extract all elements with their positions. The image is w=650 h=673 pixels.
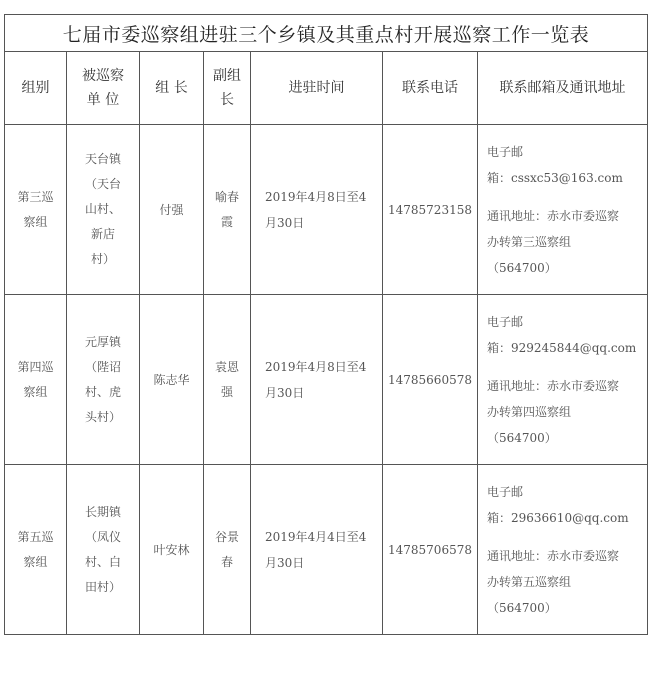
time-cell (251, 125, 383, 295)
time-line: 月30日 (265, 385, 305, 400)
time-cell (251, 465, 383, 635)
group-line: 第四巡 (17, 359, 54, 374)
email-label: 电子邮 (487, 484, 524, 499)
table-row (5, 295, 648, 465)
deputy-line: 袁恩 (214, 359, 239, 374)
contact-cell (478, 295, 648, 465)
deputy-line: 春 (220, 554, 233, 569)
postal-address-line: 通讯地址：赤水市委巡察 (487, 548, 620, 563)
unit-line: 村） (90, 252, 115, 266)
header-deputy (204, 52, 251, 125)
email-address: 箱：29636610@qq.com (487, 510, 629, 525)
time-cell (251, 295, 383, 465)
header-deputy-line1: 副组 (213, 68, 241, 84)
unit-cell (67, 465, 140, 635)
deputy-cell (204, 465, 251, 635)
unit-line: 元厚镇 (84, 334, 121, 349)
unit-line: （陛诏 (84, 359, 121, 374)
email-address: 箱：929245844@qq.com (487, 340, 637, 355)
header-leader: 组 长 (140, 52, 204, 125)
unit-line: 天台镇 (84, 152, 121, 166)
postal-code: （564700） (487, 600, 557, 615)
email-label: 电子邮 (487, 144, 524, 159)
deputy-line: 霞 (220, 214, 233, 229)
unit-line: （天台 (84, 177, 121, 191)
email-label: 电子邮 (487, 314, 524, 329)
unit-line: 头村） (84, 409, 121, 424)
unit-cell (67, 125, 140, 295)
time-line: 2019年4月8日至4 (265, 189, 367, 204)
leader-cell: 陈志华 (140, 295, 204, 465)
inspection-table (4, 14, 648, 635)
table-row (5, 465, 648, 635)
group-cell (5, 125, 67, 295)
leader-cell: 叶安林 (140, 465, 204, 635)
unit-line: 山村、 (84, 202, 121, 216)
group-cell (5, 465, 67, 635)
unit-line: 村、虎 (84, 384, 121, 399)
deputy-line: 喻春 (214, 189, 239, 204)
unit-cell (67, 295, 140, 465)
email-address: 箱：cssxc53@163.com (487, 170, 623, 185)
unit-line: 村、白 (84, 554, 121, 569)
unit-line: 田村） (84, 579, 121, 594)
header-unit-line2: 单 位 (86, 92, 120, 108)
time-line: 月30日 (265, 215, 305, 230)
header-group: 组别 (5, 52, 67, 125)
group-line: 察组 (23, 554, 48, 569)
postal-address-line: 通讯地址：赤水市委巡察 (487, 378, 620, 393)
document (4, 14, 647, 662)
leader-cell: 付强 (140, 125, 204, 295)
table-row (5, 125, 648, 295)
deputy-line: 谷景 (214, 529, 239, 544)
postal-address-line: 办转第五巡察组 (487, 574, 572, 589)
postal-code: （564700） (487, 430, 557, 445)
deputy-cell (204, 125, 251, 295)
header-time: 进驻时间 (251, 52, 383, 125)
contact-cell (478, 125, 648, 295)
contact-cell (478, 465, 648, 635)
group-line: 第三巡 (17, 189, 54, 204)
postal-address-line: 通讯地址：赤水市委巡察 (487, 208, 620, 223)
phone-cell: 14785723158 (383, 125, 478, 295)
unit-line: （凤仪 (84, 529, 121, 544)
header-phone: 联系电话 (383, 52, 478, 125)
unit-line: 长期镇 (84, 504, 121, 519)
phone-cell: 14785660578 (383, 295, 478, 465)
time-line: 2019年4月8日至4 (265, 359, 367, 374)
header-row (5, 52, 648, 125)
table-title: 七届市委巡察组进驻三个乡镇及其重点村开展巡察工作一览表 (5, 15, 648, 52)
header-unit-line1: 被巡察 (82, 68, 124, 84)
phone-cell: 14785706578 (383, 465, 478, 635)
unit-line: 新店 (90, 227, 115, 241)
group-line: 察组 (23, 214, 48, 229)
postal-address-line: 办转第三巡察组 (487, 234, 572, 249)
header-unit (67, 52, 140, 125)
time-line: 2019年4月4日至4 (265, 529, 367, 544)
group-line: 第五巡 (17, 529, 54, 544)
header-deputy-line2: 长 (220, 92, 234, 108)
group-cell (5, 295, 67, 465)
group-line: 察组 (23, 384, 48, 399)
deputy-cell (204, 295, 251, 465)
time-line: 月30日 (265, 555, 305, 570)
postal-address-line: 办转第四巡察组 (487, 404, 572, 419)
postal-code: （564700） (487, 260, 557, 275)
deputy-line: 强 (220, 384, 233, 399)
header-contact: 联系邮箱及通讯地址 (478, 52, 648, 125)
